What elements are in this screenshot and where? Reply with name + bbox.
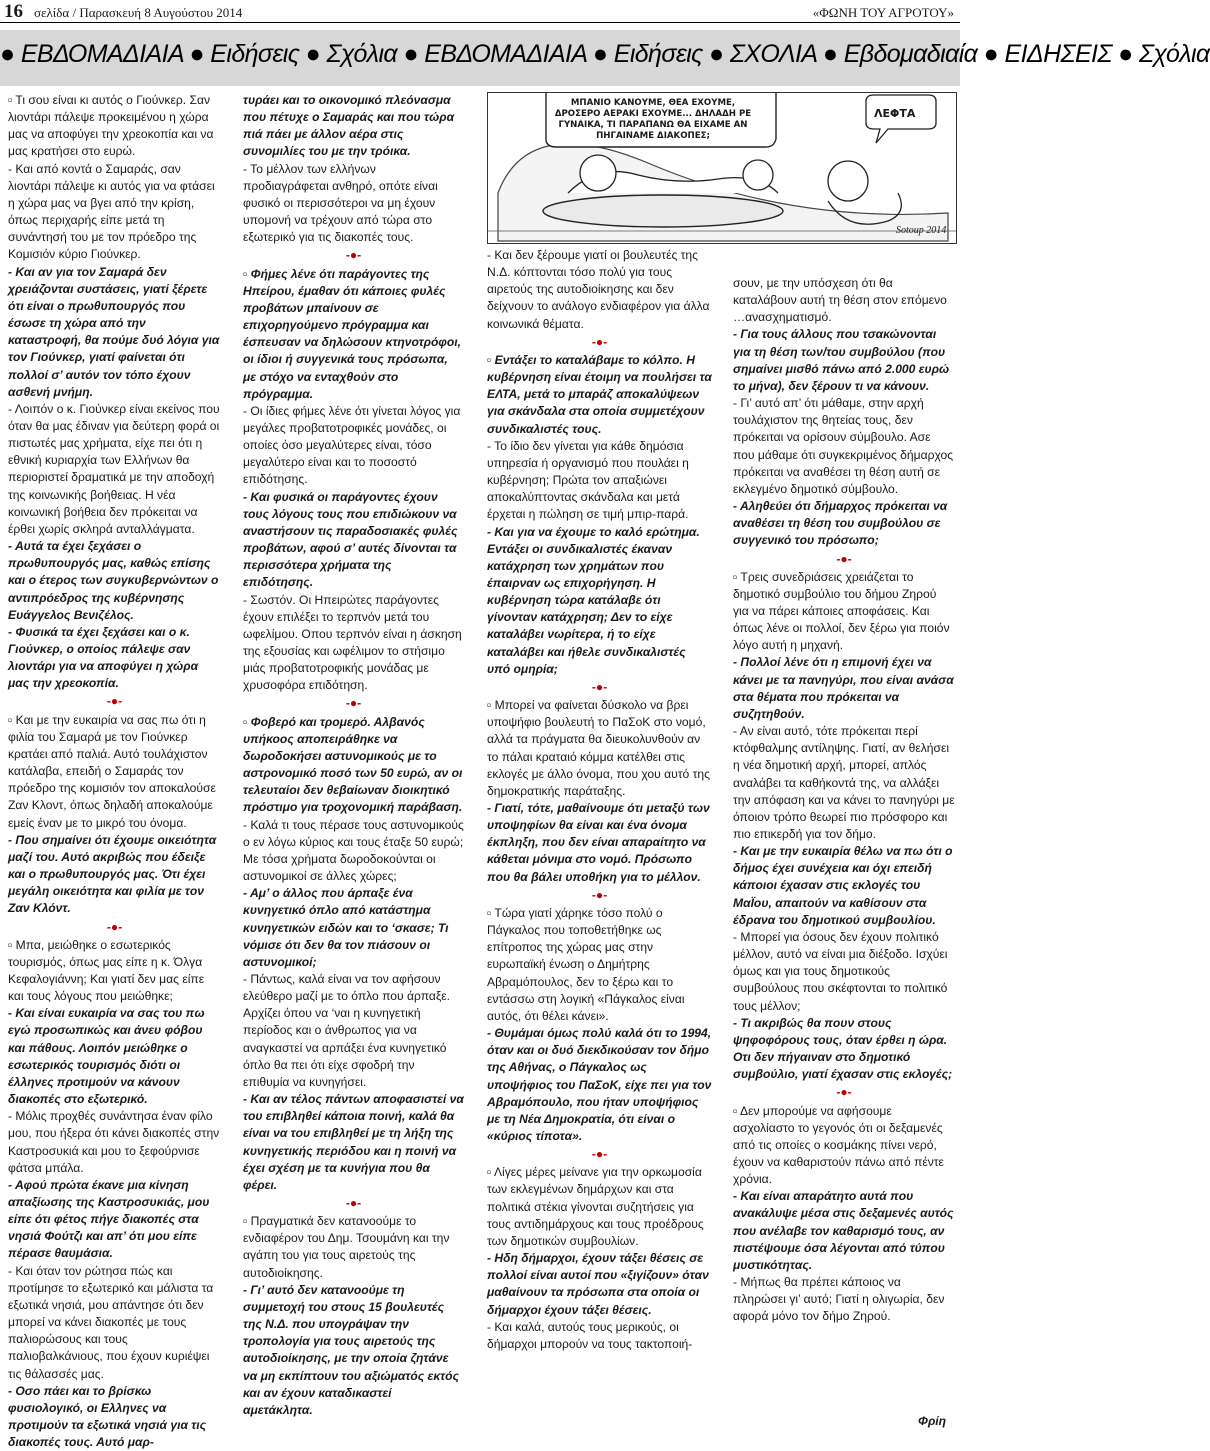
paragraph: - Και όταν τον ρώτησα πώς και προτίμησε το εξωτερικό και μάλιστα τα εξωτικά νησιά, μου απάντησε ότι δεν μπορεί να κάνει διακοπές με τους παλιορώσους και τους παλιοβαλκάνιους, που έχουν κυριέψει τις θάλασσές μας. [8, 1263, 214, 1381]
paragraph-bold: - Και αν τέλος πάντων αποφασιστεί να του επιβληθεί κάποια ποινή, καλά θα είναι να του επιβληθεί με τη λήξη της κυνηγετικής περιόδου και η ποινή να έχει σχέση με τα κυνήγια που θα φέρει. [243, 1092, 464, 1192]
paragraph-bold: - Και με την ευκαιρία θέλω να πω ότι ο δήμος έχει συνέχεια και όχι επειδή κάποιοι έχασαν στις εκλογές του ΜαΪου, απαιτούν να καθίσουν στα έδρανα του δημοτικού συμβουλίου. [733, 844, 953, 927]
separator: -●- [836, 1085, 852, 1100]
page-header [0, 0, 960, 22]
section-banner [0, 30, 1210, 86]
paragraph-bold: - Για τους άλλους που τσακώνονται για τη θέση των/του συμβούλου (που σημαίνει μισθό πάνω από 2.000 ευρώ το μήνα), δεν ξέρουν τι να κάνουν. [733, 327, 950, 393]
cartoon [487, 92, 957, 244]
paragraph: ▫ Και με την ευκαιρία να σας πω ότι η φιλία του Σαμαρά με τον Γιούνκερ κρατάει από παλιά. Αυτό τουλάχιστον κατάλαβα, επειδή ο Σαμαράς τον πρόεδρο της κομισιόν τον αποκαλούσε Ζαν Κλοντ, όπως δηλαδή αποκαλούμε εμείς έναν με το μικρό του όνομα. [8, 712, 216, 830]
paragraph: ▫ Λίγες μέρες μείνανε για την ορκωμοσία των εκλεγμένων δημάρχων και στα πολιτικά στέκια γίνονται συζητήσεις για τους αντιδημάρχους και τους προέδρους των δημοτικών συμβουλίων. [487, 1165, 704, 1248]
paragraph-bold: - Και είναι ευκαιρία να σας του πω εγώ προσωπικώς και άνευ φόβου και πάθους. Λοιπόν μειώθηκε ο εσωτερικός τουρισμός διότι οι έλληνες προτιμούν να κάνουν διακοπές στο εξωτερικό. [8, 1006, 205, 1107]
newspaper-name: «ΦΩΝΗ ΤΟΥ ΑΓΡΟΤΟΥ» [812, 5, 954, 20]
column-2 [243, 92, 464, 1419]
paragraph: σουν, με την υπόσχεση ότι θα καταλάβουν αυτή τη θέση στον επόμενο …ανασχηματισμό. [733, 276, 947, 325]
paragraph-bold: - Αμ’ ο άλλος που άρπαξε ένα κυνηγετικό όπλο από κατάστημα κυνηγετικών ειδών και το ‘σκασε; Τι νόμισε ότι δεν θα τον πιάσουν οι αστυνομικοί; [243, 886, 449, 969]
paragraph-bold: - Τι ακριβώς θα πουν στους ψηφοφόρους τους, όταν έρθει η ώρα. Οτι δεν πήγαιναν στο δημοτικό συμβούλιο, γιατί έχασαν στις εκλογές; [733, 1015, 953, 1082]
column-1 [8, 92, 221, 1451]
paragraph-bold: - Αληθεύει ότι δήμαρχος πρόκειται να αναθέσει τη θέση του συμβούλου σε συγγενικό του πρόσωπο; [733, 499, 948, 548]
paragraph: ▫ Δεν μπορούμε να αφήσουμε ασχολίαστο το γεγονός ότι οι δεξαμενές από τις οποίες ο κοσμάκης πίνει νερό, έχουν να καθαριστούν πάνω από πέντε χρόνια. [733, 1103, 944, 1187]
paragraph: - Το ίδιο δεν γίνεται για κάθε δημόσια υπηρεσία ή οργανισμό που πουλάει η κυβέρνηση; Πρώτα τον απαξιώνει αποκαλύπτοντας σκάνδαλα και μετά έρχεται η πώληση σε τιμή μπιρ-παρά. [487, 438, 689, 522]
paragraph: - Λοιπόν ο κ. Γιούνκερ είναι εκείνος που όταν θα μας έδιναν για δεύτερη φορά οι πιστωτές μας χρήματα, είχε πει ότι η εθνική κυριαρχία των Ελλήνων θα περιοριστεί δραματικά με την αποδοχή της κοινωνικής βοήθειας. Η νέα κοινωνική βοήθεια δεν πρόκειται να έρθει χωρίς σκληρά ανταλλάγματα. [8, 401, 220, 536]
paragraph: - Και δεν ξέρουμε γιατί οι βουλευτές της Ν.Δ. κόπτονται τόσο πολύ για τους αιρετούς της αυτοδιοίκησης και δεν δείχνουν το ανάλογο ενδιαφέρον για άλλα κοινωνικά θέματα. [487, 248, 710, 331]
paragraph: - Πάντως, καλά είναι να τον αφήσουν ελεύθερο μαζί με το όπλο που άρπαξε. Αρχίζει όπου να ‘ναι η κυνηγετική περίοδος και ο άνθρωπος για να αναγκαστεί να αρπάξει ένα κυνηγετικό όπλο θα πει ότι είχε σφοδρή την επιθυμία να κυνηγήσει. [243, 971, 451, 1089]
separator: -●- [836, 551, 852, 566]
cartoon-signature: Sotoup 2014 [896, 225, 947, 236]
paragraph: - Αν είναι αυτό, τότε πρόκειται περί κτόφθαλμης αντίληψης. Γιατί, αν θελήσει η νέα δημοτική αρχή, μπορεί, απλός αναλάβει τα καθήκοντά της, να αλλάξει την απόφαση και να κάνει το πανηγύρι με όποιον τρόπο θεωρεί πιο πρόσφορο και πιο επικερδή για τον δήμο. [733, 724, 955, 841]
column-3 [487, 247, 712, 1353]
paragraph-bold: - Αυτά τα έχει ξεχάσει ο πρωθυπουργός μας, καθώς επίσης και ο έτερος των συγκυβερνώντων ο αντιπρόεδρος της κυβέρνησης Ευάγγελος Βενιζέλος. [8, 539, 219, 622]
paragraph: - Καλά τι τους πέρασε τους αστυνομικούς ο εν λόγω κύριος και τους έταξε 50 ευρώ; Με τόσα χρήματα δωροδοκούνται οι αστυνομικοί σε άλλες χώρες; [243, 817, 464, 884]
paragraph-bold: ▫ Εντάξει το καταλάβαμε το κόλπο. Η κυβέρνηση είναι έτοιμη να πουλήσει τα ΕΛΤΑ, μετά το μπαράζ αποκαλύψεων για σκάνδαλα στα οποία συμμετέχουν συνδικαλιστές τους. [487, 352, 712, 436]
separator: -●- [345, 1196, 362, 1210]
page-number: 16 [4, 1, 23, 22]
signoff: Φρίη [918, 1414, 947, 1428]
paragraph-bold: - Αφού πρώτα έκανε μια κίνηση απαξίωσης της Καστροσυκιάς, μου είπε ότι φέτος πήγε διακοπές στα νησιά Φούτζι και απ’ ότι μου είπε πέρασε θαυμάσια. [8, 1177, 210, 1261]
paragraph: ▫ Πραγματικά δεν κατανοούμε το ενδιαφέρον του Δημ. Τσουμάνη και την αγάπη του για τους αιρετούς της αυτοδιοίκησης. [243, 1214, 450, 1280]
paragraph: - Το μέλλον των ελλήνων προδιαγράφεται ανθηρό, οπότε είναι φυσικό οι περισσότεροι να μη έχουν υπομονή να τρέχουν από τώρα στο εξωτερικό για τις διακοπές τους. [243, 161, 438, 245]
separator: -●- [345, 248, 362, 263]
paragraph-bold: - Και για να έχουμε το καλό ερώτημα. Εντάξει οι συνδικαλιστές έκαναν κατάχρηση των χρημάτων που έπαιρναν ως επιχορήγηση. Η κυβέρνηση τώρα κατάλαβε ότι γίνονταν κατάχρηση; Δεν το είχε καταλάβει νωρίτερα, ή το είχε καταλάβει και ήθελε συνδικαλιστές υπό ομηρία; [487, 524, 700, 676]
paragraph-bold: - Και φυσικά οι παράγοντες έχουν τους λόγους τους που επιδιώκουν να αναστήσουν τις παραδοσιακές φυλές προβάτων, αφού σ’ αυτές δίνονται τα περισσότερα χρήματα της επιδότησης. [243, 489, 458, 590]
paragraph-bold: - Γι’ αυτό δεν κατανοούμε τη συμμετοχή του στους 15 βουλευτές της Ν.Δ. που υπογράψαν την τροπολογία για τους αιρετούς της αυτοδιοίκησης, με την οποία ζητάνε να μη εκπίπτουν του αξιώματός εκτός και αν έχουν καταδικαστεί αμετάκλητα. [243, 1282, 459, 1417]
paragraph-bold: - Φυσικά τα έχει ξεχάσει και ο κ. Γιούνκερ, ο οποίος πάλεψε σαν λιοντάρι για να αποφύγει η χώρα μας την χρεοκοπία. [8, 624, 199, 691]
paragraph: - Οι ίδιες φήμες λένε ότι γίνεται λόγος για μεγάλες προβατοτροφικές μονάδες, οι οποίες όσο μεγαλύτερες είναι, τόσο μεγαλύτερο είναι και το ποσοστό επιδότησης. [243, 403, 461, 487]
separator: -●- [345, 696, 362, 711]
separator: -●- [106, 694, 123, 709]
paragraph: - Μόλις προχθές συνάντησα έναν φίλο μου, που ήξερα ότι κάνει διακοπές στην Καστροσυκιά και μου το ξεφούρνισε φάτσα μπάλα. [8, 1109, 220, 1175]
paragraph: - Και καλά, αυτούς τους μερικούς, οι δήμαρχοι μπορούν να τους τακτοποιή- [487, 1319, 693, 1351]
paragraph: ▫ Τώρα γιατί χάρηκε τόσο πολύ ο Πάγκαλος που τοποθετήθηκε ως επίτροπος της χώρας μας στην ευρωπαϊκή ένωση ο Δημήτρης Αβραμόπουλος, δεν το ξέρω και το εντάσσω στη λογική «Πάγκαλος είναι αυτός, ότι θέλει κάνει». [487, 905, 685, 1023]
column-4 [733, 275, 955, 1326]
separator: -●- [591, 1147, 608, 1162]
paragraph-bold: - Οσο πάει και το βρίσκω φυσιολογικό, οι Ελληνες να προτιμούν τα εξωτικά νησιά για τις διακοπές τους. Αυτό μαρ- [8, 1383, 207, 1450]
paragraph-bold: - Ηδη δήμαρχοι, έχουν τάξει θέσεις σε πολλοί είναι αυτοί που «ξιγίζουν» όταν μαθαίνουν τα πρόσωπα στα οποία οι δήμαρχοι έχουν τάξει θέσεις. [487, 1251, 709, 1317]
paragraph: - Μήπως θα πρέπει κάποιος να πληρώσει γι’ αυτό; Γιατί η ολιγωρία, δεν αφορά μόνο τον δήμο Ζηρού. [733, 1275, 945, 1324]
separator: -●- [591, 679, 608, 694]
paragraph: ▫ Μπορεί να φαίνεται δύσκολο να βρει υποψήφιο βουλευτή το ΠαΣοΚ στο νομό, αλλά τα πράγματα θα διευκολυνθούν αν το πάλαι κραταιό κόμμα κατέλθει στις εκλογές με άλλο όνομα, που χου αυτό της δημοκρατικής παράταξης. [487, 698, 710, 798]
banner-text: ● ΕΒΔΟΜΑΔΙΑΙΑ ● Ειδήσεις ● Σχόλια ● ΕΒΔΟΜΑΔΙΑΙΑ ● Ειδήσεις ● ΣΧΟΛΙΑ ● Εβδομαδιαία ● ΕΙΔΗΣΕΙΣ ● Σχόλια [0, 40, 1210, 68]
paragraph-bold: ▫ Φήμες λένε ότι παράγοντες της Ηπείρου, έμαθαν ότι κάποιες φυλές προβάτων μπαίνουν σε επιχορηγούμενο πρόγραμμα και έσπευσαν να δηλώσουν κτηνοτρόφοι, οι ίδιοι ή συγγενικά τους πρόσωπα, με στόχο να ενταχθούν στο πρόγραμμα. [243, 266, 461, 401]
paragraph: ▫ Μπα, μειώθηκε ο εσωτερικός τουρισμός, όπως μας είπε η κ. Όλγα Κεφαλογιάννη; Και γιατί δεν μας είπε και τους λόγους που μειώθηκε; [8, 937, 205, 1004]
paragraph: - Μπορεί για όσους δεν έχουν πολιτικό μέλλον, αυτό να είναι μια διέξοδο. Ισχύει όμως και για τους δημοτικούς συμβούλους που σκέφτονται το πολιτικό τους μέλλον; [733, 929, 948, 1013]
paragraph-bold: - Και αν για τον Σαμαρά δεν χρειάζονται συστάσεις, γιατί ξέρετε ότι είναι ο πρωθυπουργός που έσωσε τη χώρα από την καταστροφή, θα πούμε δυό λόγια για τον Γιούνκερ, γιατί φαίνεται ότι πολλοί σ’ αυτόν τον τόπο έχουν ασθενή μνήμη. [8, 264, 220, 399]
paragraph-bold: - Θυμάμαι όμως πολύ καλά ότι το 1994, όταν και οι δυό διεκδικούσαν τον δήμο της Αθήνας, ο Πάγκαλος ως υποψήφιος του ΠαΣοΚ, είχε πει για τον Αβραμόπουλο, που ήταν υποψήφιος με τη Νέα Δημοκρατία, ότι είναι ο «κύριος τίποτα». [487, 1026, 712, 1143]
paragraph-bold: τυράει και το οικονομικό πλεόνασμα που πέτυχε ο Σαμαράς και που τώρα πιά πάει με άλλον αέρα στις συνομιλίες του με την τρόικα. [243, 93, 455, 159]
page-date: σελίδα / Παρασκευή 8 Αυγούστου 2014 [34, 5, 243, 20]
separator: -●- [591, 334, 608, 349]
paragraph-bold: - Που σημαίνει ότι έχουμε οικειότητα μαζί του. Αυτό ακριβώς που έδειξε και ο πρωθυπουργός μας. Ότι έχει μεγάλη οικειότητα και φιλία με τον Ζαν Κλόντ. [8, 832, 217, 916]
header-rule [0, 22, 960, 23]
paragraph: ▫ Τρεις συνεδριάσεις χρειάζεται το δημοτικό συμβούλιο του δήμου Ζηρού για να πάρει κάποιες αποφάσεις. Και όπως λένε οι πολλοί, δεν ξέρω για ποιόν λόγο αυτή η μηχανή. [733, 569, 950, 653]
paragraph-bold: ▫ Φοβερό και τρομερό. Αλβανός υπήκοος αποπειράθηκε να δωροδοκήσει αστυνομικούς με το αστρονομικό ποσό των 50 ευρώ, αν οι τελευταίοι δεν θεβαίωναν διοικητικό πρόστιμο για τροχονομική παράβαση. [243, 714, 463, 815]
paragraph: ▫ Τι σου είναι κι αυτός ο Γιούνκερ. Σαν λιοντάρι πάλεψε προκειμένου η χώρα μας να αποφύγει την χρεοκοπία και να μας κρατήσει στο ευρώ. [8, 93, 214, 159]
paragraph-bold: - Πολλοί λένε ότι η επιμονή έχει να κάνει με τα πανηγύρι, που είναι ανάσα στα θέματα που πρόκειται να συζητηθούν. [733, 655, 954, 721]
separator: -●- [106, 919, 123, 934]
paragraph: - Και από κοντά ο Σαμαράς, σαν λιοντάρι πάλεψε κι αυτός για να φτάσει η χώρα μας να βγει από την κρίση, όπως περιχαρής είπε μετά τη συνάντησή του με τον πρόεδρο της Κομισιόν κύριο Γιούνκερ. [8, 161, 215, 262]
cartoon-caption: ΜΠΑΝΙΟ ΚΑΝΟΥΜΕ, ΘΕΑ ΕΧΟΥΜΕ, ΔΡΟΣΕΡΟ ΑΕΡΑΚΙ ΕΧΟΥΜΕ... ΔΗΛΑΔΗ ΡΕ ΓΥΝΑΙΚΑ, ΤΙ ΠΑΡΑΠΑΝΩ ΘΑ ΕΙΧΑΜΕ ΑΝ ΠΗΓΑΙΝΑΜΕ ΔΙΑΚΟΠΕΣ; [554, 98, 752, 141]
paragraph-bold: - Και είναι απαράτητο αυτά που ανακάλυψε μέσα στις δεξαμενές αυτός που ανέλαβε τον καθαρισμό τους, αν πιστέψουμε όσα λέγονται από τύπου μυστικότητας. [733, 1189, 954, 1272]
paragraph: - Σωστόν. Οι Ηπειρώτες παράγοντες έχουν επιλέξει το τερπνόν μετά του ωφελίμου. Οπου τερπνόν είναι η άσκηση της εξουσίας και ωφέλιμον το στήσιμο μιάς προβατοτροφικής μονάδας με χρυσοφόρα επιδότηση. [243, 592, 462, 693]
paragraph-bold: - Γιατί, τότε, μαθαίνουμε ότι μεταξύ των υποψηφίων θα είναι και ένα όνομα έκπληξη, που δεν είναι απαραίτητο να κάθεται μόνιμα στο νομό. Πρόσωπο που θα βάλει υποθήκη για το μέλλον. [487, 801, 710, 884]
cartoon-speech: ΛΕΦΤΑ [874, 107, 916, 120]
separator: -●- [591, 887, 608, 902]
paragraph: - Γι’ αυτό απ’ ότι μάθαμε, στην αρχή τουλάχιστον της θητείας τους, δεν πρόκειται να ορίσουν σύμβουλο. Ασε που μάθαμε ότι συγκεκριμένος δήμαρχος πρόκειται να αναθέσει τη θέση αυτή σε εκλεγμένο δημοτικό σύμβουλο. [733, 396, 954, 496]
